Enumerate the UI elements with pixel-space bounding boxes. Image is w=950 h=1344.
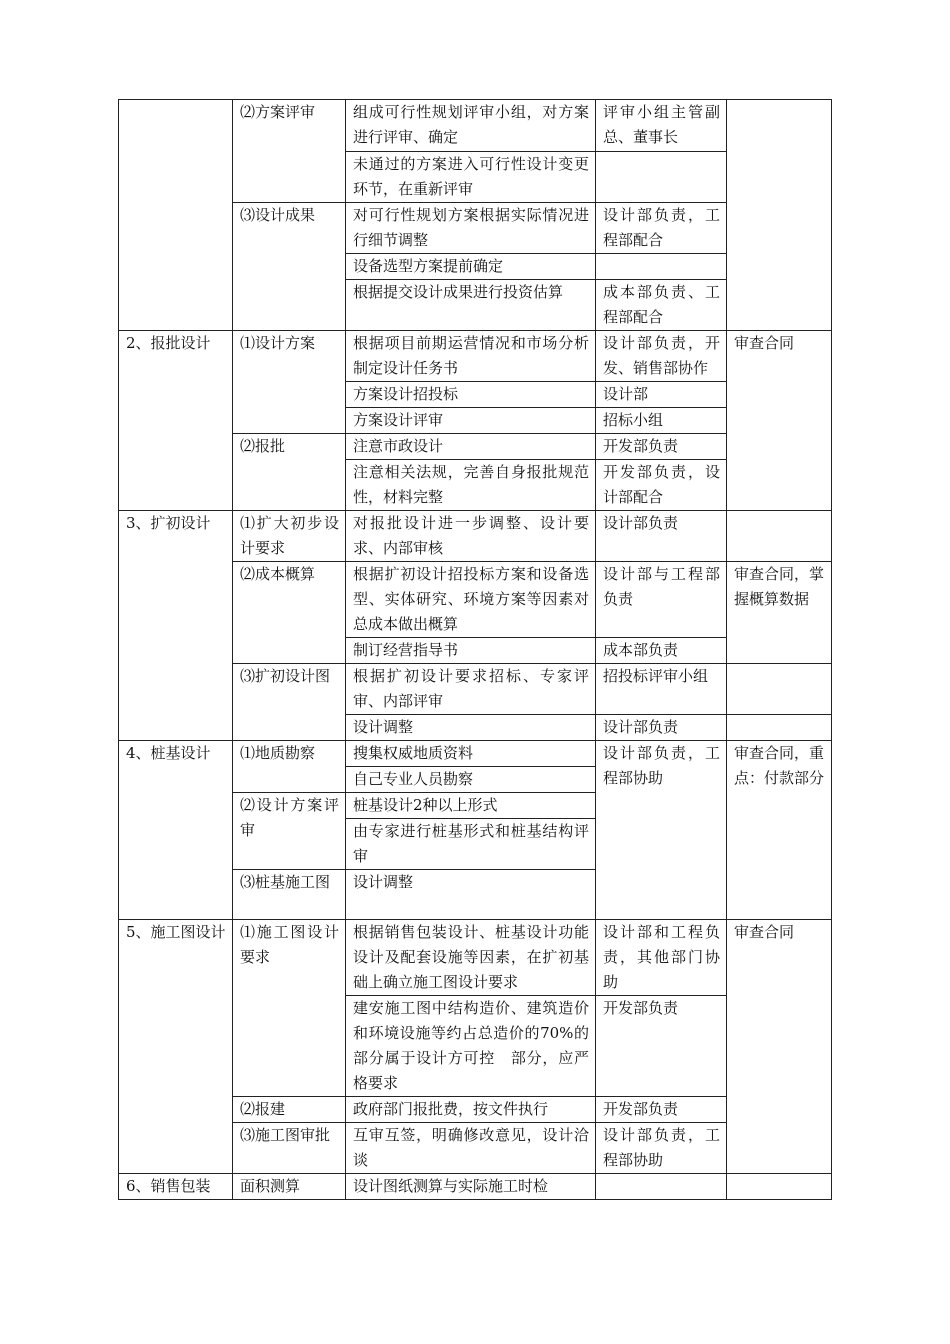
task-cell: 自己专业人员勘察 bbox=[346, 767, 596, 793]
responsible-cell: 成本部负责 bbox=[596, 638, 727, 664]
step-cell: ⑵成本概算 bbox=[233, 562, 346, 664]
remark-cell bbox=[727, 511, 832, 562]
task-cell: 根据提交设计成果进行投资估算 bbox=[346, 280, 596, 331]
responsible-cell: 设计部负责 bbox=[596, 511, 727, 562]
step-cell: ⑶施工图审批 bbox=[233, 1123, 346, 1174]
responsible-cell: 开发部负责 bbox=[596, 996, 727, 1097]
table-row bbox=[119, 100, 832, 152]
task-cell: 设计调整 bbox=[346, 715, 596, 741]
task-cell: 制订经营指导书 bbox=[346, 638, 596, 664]
stage-cell: 3、扩初设计 bbox=[119, 511, 233, 741]
task-cell: 设计调整 bbox=[346, 870, 596, 920]
remark-cell: 审查合同 bbox=[727, 920, 832, 1174]
responsible-cell: 开发部负责 bbox=[596, 1097, 727, 1123]
step-cell: ⑴设计方案 bbox=[233, 331, 346, 434]
table-row bbox=[119, 331, 832, 382]
task-cell: 根据销售包装设计、桩基设计功能设计及配套设施等因素，在扩初基础上确立施工图设计要求 bbox=[346, 920, 596, 996]
step-cell: ⑶扩初设计图 bbox=[233, 664, 346, 741]
responsible-cell: 评审小组主管副总、董事长 bbox=[596, 100, 727, 152]
table-row bbox=[119, 741, 832, 767]
task-cell: 未通过的方案进入可行性设计变更环节，在重新评审 bbox=[346, 152, 596, 203]
remark-cell bbox=[727, 664, 832, 715]
task-cell: 设备选型方案提前确定 bbox=[346, 254, 596, 280]
task-cell: 由专家进行桩基形式和桩基结构评审 bbox=[346, 819, 596, 870]
responsible-cell: 设计部负责 bbox=[596, 715, 727, 741]
responsible-cell: 开发部负责，设计部配合 bbox=[596, 460, 727, 511]
step-cell: ⑴地质勘察 bbox=[233, 741, 346, 793]
step-cell: 面积测算 bbox=[233, 1174, 346, 1200]
remark-cell bbox=[727, 100, 832, 331]
task-cell: 设计图纸测算与实际施工时检 bbox=[346, 1174, 596, 1200]
stage-cell: 6、销售包装 bbox=[119, 1174, 233, 1200]
task-cell: 方案设计招投标 bbox=[346, 382, 596, 408]
responsible-cell: 设计部 bbox=[596, 382, 727, 408]
task-cell: 政府部门报批费，按文件执行 bbox=[346, 1097, 596, 1123]
responsible-cell: 设计部与工程部负责 bbox=[596, 562, 727, 638]
stage-cell: 2、报批设计 bbox=[119, 331, 233, 511]
responsible-cell: 成本部负责、工程部配合 bbox=[596, 280, 727, 331]
design-process-table bbox=[118, 99, 832, 1200]
step-cell: ⑴施工图设计要求 bbox=[233, 920, 346, 1097]
task-cell: 注意相关法规，完善自身报批规范性，材料完整 bbox=[346, 460, 596, 511]
task-cell: 根据扩初设计要求招标、专家评审、内部评审 bbox=[346, 664, 596, 715]
task-cell: 建安施工图中结构造价、建筑造价和环境设施等约占总造价的70%的部分属于设计方可控 部分，应严格要求 bbox=[346, 996, 596, 1097]
step-cell: ⑵报建 bbox=[233, 1097, 346, 1123]
task-cell: 搜集权威地质资料 bbox=[346, 741, 596, 767]
task-cell: 互审互签，明确修改意见，设计洽谈 bbox=[346, 1123, 596, 1174]
stage-cell bbox=[119, 100, 233, 331]
responsible-cell: 设计部负责，工程部配合 bbox=[596, 203, 727, 254]
task-cell: 桩基设计2种以上形式 bbox=[346, 793, 596, 819]
remark-cell bbox=[727, 715, 832, 741]
task-cell: 对可行性规划方案根据实际情况进行细节调整 bbox=[346, 203, 596, 254]
responsible-cell: 设计部负责，开发、销售部协作 bbox=[596, 331, 727, 382]
table-row bbox=[119, 1174, 832, 1200]
task-cell: 根据扩初设计招投标方案和设备选型、实体研究、环境方案等因素对总成本做出概算 bbox=[346, 562, 596, 638]
responsible-cell: 设计部和工程负责，其他部门协助 bbox=[596, 920, 727, 996]
remark-cell bbox=[727, 1174, 832, 1200]
responsible-cell: 设计部负责，工程部协助 bbox=[596, 741, 727, 920]
step-cell: ⑵方案评审 bbox=[233, 100, 346, 203]
step-cell: ⑶设计成果 bbox=[233, 203, 346, 331]
stage-cell: 4、桩基设计 bbox=[119, 741, 233, 920]
step-cell: ⑶桩基施工图 bbox=[233, 870, 346, 920]
remark-cell: 审查合同 bbox=[727, 331, 832, 511]
remark-cell: 审查合同，重点：付款部分 bbox=[727, 741, 832, 920]
responsible-cell: 招投标评审小组 bbox=[596, 664, 727, 715]
task-cell: 组成可行性规划评审小组，对方案进行评审、确定 bbox=[346, 100, 596, 152]
table-row bbox=[119, 920, 832, 996]
remark-cell: 审查合同，掌握概算数据 bbox=[727, 562, 832, 664]
responsible-cell bbox=[596, 152, 727, 203]
table-row bbox=[119, 511, 832, 562]
step-cell: ⑴扩大初步设计要求 bbox=[233, 511, 346, 562]
task-cell: 方案设计评审 bbox=[346, 408, 596, 434]
step-cell: ⑵设计方案评审 bbox=[233, 793, 346, 870]
responsible-cell: 开发部负责 bbox=[596, 434, 727, 460]
task-cell: 根据项目前期运营情况和市场分析制定设计任务书 bbox=[346, 331, 596, 382]
responsible-cell bbox=[596, 254, 727, 280]
task-cell: 对报批设计进一步调整、设计要求、内部审核 bbox=[346, 511, 596, 562]
responsible-cell: 招标小组 bbox=[596, 408, 727, 434]
responsible-cell: 设计部负责，工程部协助 bbox=[596, 1123, 727, 1174]
task-cell: 注意市政设计 bbox=[346, 434, 596, 460]
stage-cell: 5、施工图设计 bbox=[119, 920, 233, 1174]
responsible-cell bbox=[596, 1174, 727, 1200]
step-cell: ⑵报批 bbox=[233, 434, 346, 511]
